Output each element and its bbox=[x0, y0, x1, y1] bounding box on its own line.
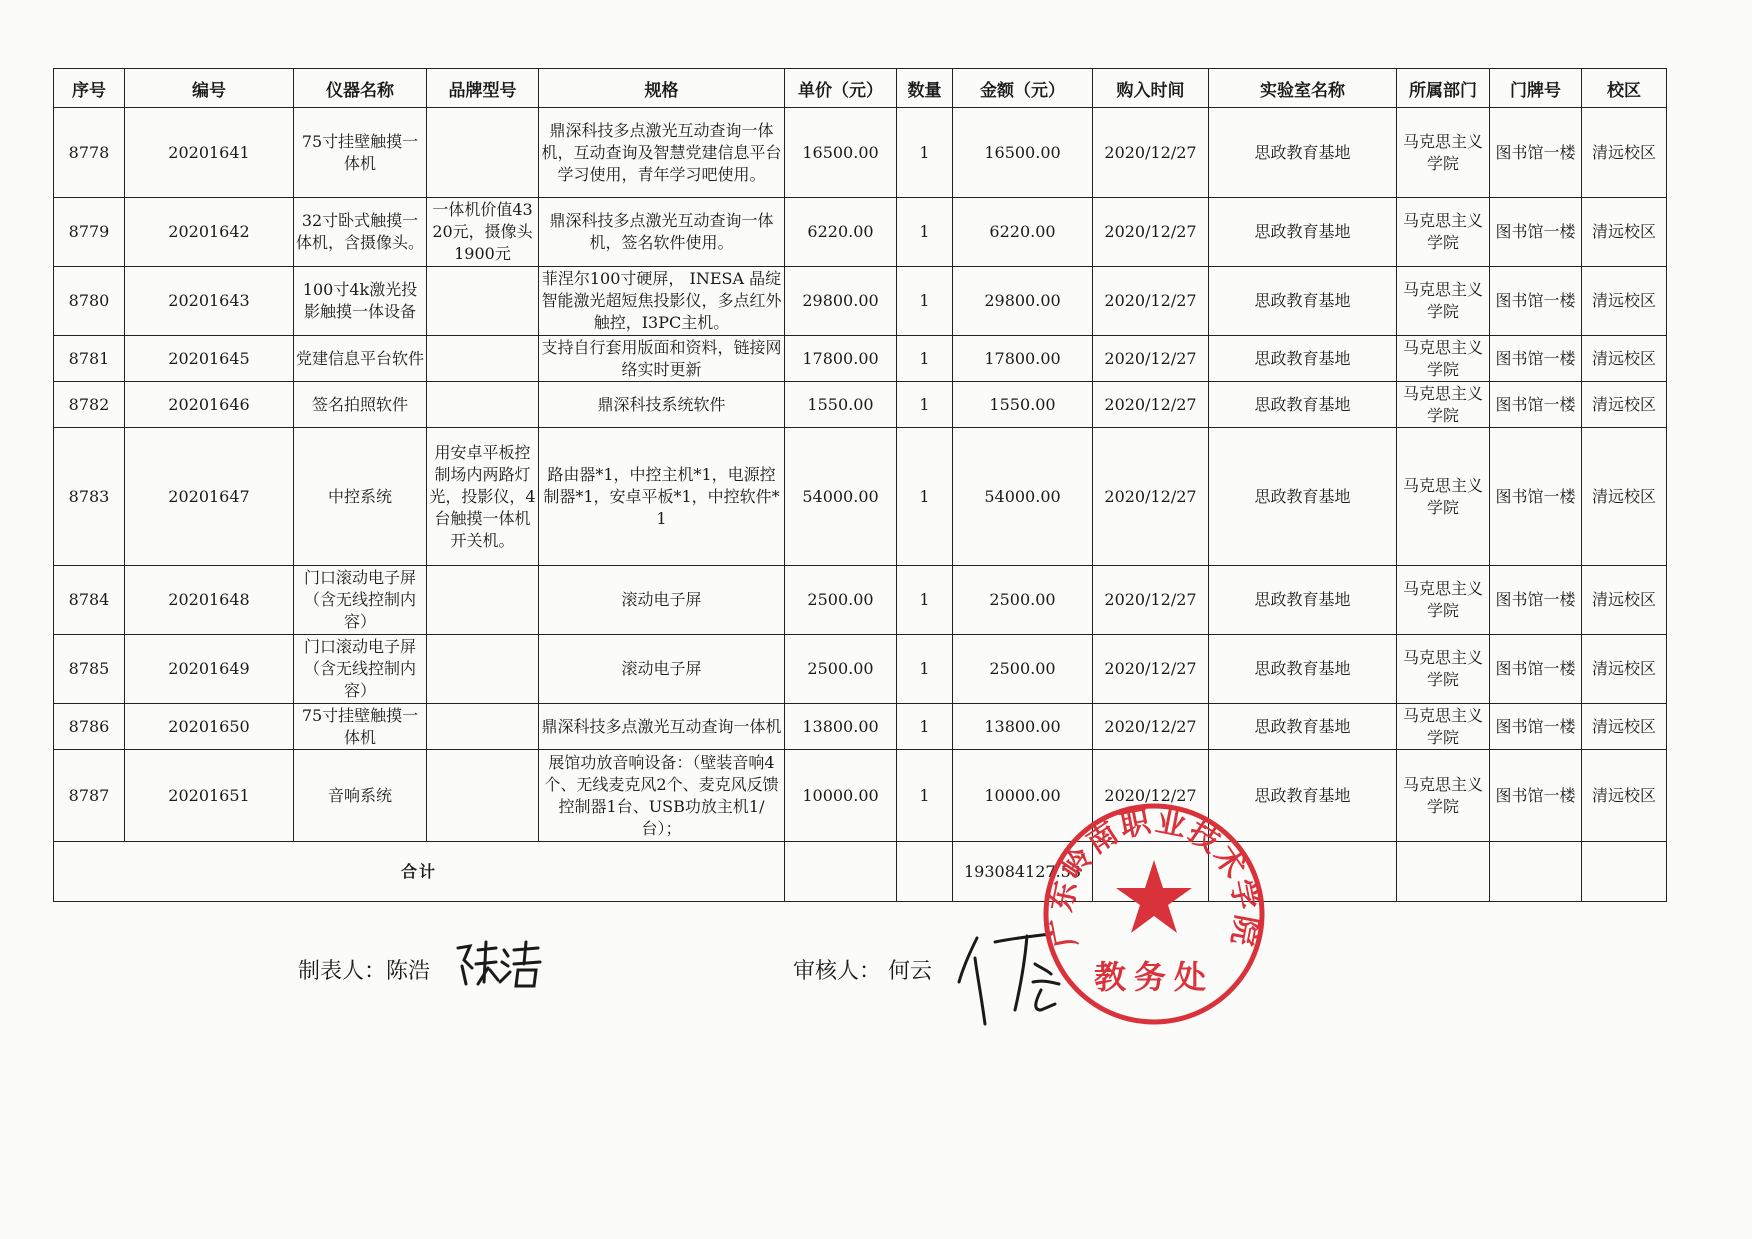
cell-campus: 清远校区 bbox=[1582, 336, 1667, 382]
cell-amount: 1550.00 bbox=[953, 382, 1093, 428]
cell-campus: 清远校区 bbox=[1582, 635, 1667, 704]
cell-name: 32寸卧式触摸一体机，含摄像头。 bbox=[294, 198, 427, 267]
cell-room: 图书馆一楼 bbox=[1490, 635, 1582, 704]
col-header-code: 编号 bbox=[125, 69, 294, 108]
table-header-row bbox=[54, 69, 1667, 108]
table-row bbox=[54, 750, 1667, 842]
cell-amount: 29800.00 bbox=[953, 267, 1093, 336]
cell-amount: 6220.00 bbox=[953, 198, 1093, 267]
cell-room: 图书馆一楼 bbox=[1490, 108, 1582, 198]
cell-seq: 8781 bbox=[54, 336, 125, 382]
table-row bbox=[54, 382, 1667, 428]
cell-qty: 1 bbox=[897, 108, 953, 198]
cell-price: 29800.00 bbox=[785, 267, 897, 336]
cell-spec: 支持自行套用版面和资料，链接网络实时更新 bbox=[539, 336, 785, 382]
col-header-qty: 数量 bbox=[897, 69, 953, 108]
cell-spec: 路由器*1，中控主机*1，电源控制器*1，安卓平板*1，中控软件*1 bbox=[539, 428, 785, 566]
cell-dept: 马克思主义学院 bbox=[1397, 428, 1490, 566]
cell-brand: 用安卓平板控制场内两路灯光，投影仪，4台触摸一体机开关机。 bbox=[427, 428, 539, 566]
cell-date: 2020/12/27 bbox=[1093, 750, 1209, 842]
cell-campus: 清远校区 bbox=[1582, 198, 1667, 267]
cell-lab: 思政教育基地 bbox=[1209, 336, 1397, 382]
cell-code: 20201646 bbox=[125, 382, 294, 428]
cell-campus: 清远校区 bbox=[1582, 267, 1667, 336]
cell-room: 图书馆一楼 bbox=[1490, 267, 1582, 336]
cell-price: 13800.00 bbox=[785, 704, 897, 750]
cell-campus: 清远校区 bbox=[1582, 108, 1667, 198]
cell-price: 54000.00 bbox=[785, 428, 897, 566]
cell-spec: 菲涅尔100寸硬屏， INESA 晶绽智能激光超短焦投影仪，多点红外触控，I3PC主机。 bbox=[539, 267, 785, 336]
cell-lab: 思政教育基地 bbox=[1209, 198, 1397, 267]
cell-dept: 马克思主义学院 bbox=[1397, 635, 1490, 704]
cell-qty: 1 bbox=[897, 704, 953, 750]
cell-qty: 1 bbox=[897, 750, 953, 842]
preparer-signature bbox=[452, 938, 544, 990]
total-empty-cell bbox=[1490, 842, 1582, 902]
col-header-amount: 金额（元） bbox=[953, 69, 1093, 108]
table-row bbox=[54, 198, 1667, 267]
cell-spec: 鼎深科技系统软件 bbox=[539, 382, 785, 428]
table-row bbox=[54, 566, 1667, 635]
cell-lab: 思政教育基地 bbox=[1209, 108, 1397, 198]
cell-spec: 鼎深科技多点激光互动查询一体机，互动查询及智慧党建信息平台学习使用，青年学习吧使用。 bbox=[539, 108, 785, 198]
cell-room: 图书馆一楼 bbox=[1490, 382, 1582, 428]
total-empty-cell bbox=[1582, 842, 1667, 902]
cell-seq: 8782 bbox=[54, 382, 125, 428]
col-header-brand: 品牌型号 bbox=[427, 69, 539, 108]
cell-brand bbox=[427, 566, 539, 635]
table-row bbox=[54, 336, 1667, 382]
cell-qty: 1 bbox=[897, 382, 953, 428]
cell-campus: 清远校区 bbox=[1582, 382, 1667, 428]
cell-lab: 思政教育基地 bbox=[1209, 635, 1397, 704]
cell-qty: 1 bbox=[897, 267, 953, 336]
cell-name: 门口滚动电子屏（含无线控制内容） bbox=[294, 566, 427, 635]
cell-room: 图书馆一楼 bbox=[1490, 704, 1582, 750]
col-header-spec: 规格 bbox=[539, 69, 785, 108]
cell-price: 6220.00 bbox=[785, 198, 897, 267]
cell-room: 图书馆一楼 bbox=[1490, 428, 1582, 566]
cell-code: 20201642 bbox=[125, 198, 294, 267]
total-empty-cell bbox=[897, 842, 953, 902]
cell-seq: 8785 bbox=[54, 635, 125, 704]
cell-dept: 马克思主义学院 bbox=[1397, 108, 1490, 198]
cell-name: 中控系统 bbox=[294, 428, 427, 566]
total-row bbox=[54, 842, 1667, 902]
cell-qty: 1 bbox=[897, 198, 953, 267]
cell-seq: 8784 bbox=[54, 566, 125, 635]
seal-org-text: 广东岭南职业技术学院 bbox=[1043, 803, 1265, 951]
cell-price: 16500.00 bbox=[785, 108, 897, 198]
cell-brand bbox=[427, 635, 539, 704]
cell-qty: 1 bbox=[897, 635, 953, 704]
col-header-name: 仪器名称 bbox=[294, 69, 427, 108]
cell-spec: 展馆功放音响设备：（壁装音响4个、无线麦克风2个、麦克风反馈控制器1台、USB功放主机1/台）； bbox=[539, 750, 785, 842]
cell-room: 图书馆一楼 bbox=[1490, 566, 1582, 635]
cell-lab: 思政教育基地 bbox=[1209, 566, 1397, 635]
cell-date: 2020/12/27 bbox=[1093, 108, 1209, 198]
table-row bbox=[54, 267, 1667, 336]
cell-campus: 清远校区 bbox=[1582, 566, 1667, 635]
table-row bbox=[54, 108, 1667, 198]
table-row bbox=[54, 635, 1667, 704]
col-header-campus: 校区 bbox=[1582, 69, 1667, 108]
table-row bbox=[54, 428, 1667, 566]
cell-qty: 1 bbox=[897, 428, 953, 566]
cell-campus: 清远校区 bbox=[1582, 428, 1667, 566]
cell-dept: 马克思主义学院 bbox=[1397, 382, 1490, 428]
cell-campus: 清远校区 bbox=[1582, 750, 1667, 842]
cell-dept: 马克思主义学院 bbox=[1397, 267, 1490, 336]
cell-spec: 滚动电子屏 bbox=[539, 566, 785, 635]
cell-room: 图书馆一楼 bbox=[1490, 198, 1582, 267]
seal-dept-text: 教务处 bbox=[1093, 958, 1215, 996]
cell-name: 门口滚动电子屏（含无线控制内容） bbox=[294, 635, 427, 704]
cell-lab: 思政教育基地 bbox=[1209, 382, 1397, 428]
cell-price: 2500.00 bbox=[785, 635, 897, 704]
preparer-label: 制表人：陈浩 bbox=[298, 959, 431, 984]
cell-brand bbox=[427, 108, 539, 198]
total-empty-cell bbox=[1397, 842, 1490, 902]
cell-code: 20201650 bbox=[125, 704, 294, 750]
cell-code: 20201647 bbox=[125, 428, 294, 566]
cell-amount: 10000.00 bbox=[953, 750, 1093, 842]
cell-brand bbox=[427, 336, 539, 382]
col-header-seq: 序号 bbox=[54, 69, 125, 108]
cell-spec: 滚动电子屏 bbox=[539, 635, 785, 704]
total-label: 合计 bbox=[54, 842, 785, 902]
cell-dept: 马克思主义学院 bbox=[1397, 704, 1490, 750]
cell-name: 100寸4k激光投影触摸一体设备 bbox=[294, 267, 427, 336]
cell-spec: 鼎深科技多点激光互动查询一体机，签名软件使用。 bbox=[539, 198, 785, 267]
cell-campus: 清远校区 bbox=[1582, 704, 1667, 750]
cell-name: 音响系统 bbox=[294, 750, 427, 842]
cell-price: 17800.00 bbox=[785, 336, 897, 382]
cell-spec: 鼎深科技多点激光互动查询一体机 bbox=[539, 704, 785, 750]
cell-brand bbox=[427, 704, 539, 750]
cell-lab: 思政教育基地 bbox=[1209, 267, 1397, 336]
cell-dept: 马克思主义学院 bbox=[1397, 198, 1490, 267]
col-header-price: 单价（元） bbox=[785, 69, 897, 108]
cell-date: 2020/12/27 bbox=[1093, 198, 1209, 267]
cell-date: 2020/12/27 bbox=[1093, 267, 1209, 336]
cell-lab: 思政教育基地 bbox=[1209, 428, 1397, 566]
total-empty-cell bbox=[785, 842, 897, 902]
cell-date: 2020/12/27 bbox=[1093, 704, 1209, 750]
equipment-table bbox=[53, 68, 1667, 902]
cell-dept: 马克思主义学院 bbox=[1397, 750, 1490, 842]
cell-amount: 13800.00 bbox=[953, 704, 1093, 750]
col-header-dept: 所属部门 bbox=[1397, 69, 1490, 108]
cell-date: 2020/12/27 bbox=[1093, 382, 1209, 428]
cell-code: 20201645 bbox=[125, 336, 294, 382]
cell-seq: 8779 bbox=[54, 198, 125, 267]
cell-brand bbox=[427, 267, 539, 336]
cell-name: 75寸挂壁触摸一体机 bbox=[294, 108, 427, 198]
cell-name: 75寸挂壁触摸一体机 bbox=[294, 704, 427, 750]
col-header-room: 门牌号 bbox=[1490, 69, 1582, 108]
cell-qty: 1 bbox=[897, 336, 953, 382]
table-row bbox=[54, 704, 1667, 750]
cell-qty: 1 bbox=[897, 566, 953, 635]
official-seal bbox=[1040, 800, 1268, 1028]
cell-amount: 54000.00 bbox=[953, 428, 1093, 566]
cell-code: 20201643 bbox=[125, 267, 294, 336]
col-header-lab: 实验室名称 bbox=[1209, 69, 1397, 108]
cell-date: 2020/12/27 bbox=[1093, 428, 1209, 566]
cell-amount: 17800.00 bbox=[953, 336, 1093, 382]
cell-lab: 思政教育基地 bbox=[1209, 704, 1397, 750]
cell-seq: 8780 bbox=[54, 267, 125, 336]
cell-price: 1550.00 bbox=[785, 382, 897, 428]
cell-amount: 2500.00 bbox=[953, 566, 1093, 635]
cell-date: 2020/12/27 bbox=[1093, 635, 1209, 704]
cell-code: 20201649 bbox=[125, 635, 294, 704]
cell-room: 图书馆一楼 bbox=[1490, 336, 1582, 382]
cell-room: 图书馆一楼 bbox=[1490, 750, 1582, 842]
col-header-date: 购入时间 bbox=[1093, 69, 1209, 108]
cell-amount: 16500.00 bbox=[953, 108, 1093, 198]
cell-seq: 8783 bbox=[54, 428, 125, 566]
cell-seq: 8786 bbox=[54, 704, 125, 750]
cell-amount: 2500.00 bbox=[953, 635, 1093, 704]
cell-code: 20201641 bbox=[125, 108, 294, 198]
cell-seq: 8787 bbox=[54, 750, 125, 842]
cell-code: 20201651 bbox=[125, 750, 294, 842]
cell-date: 2020/12/27 bbox=[1093, 566, 1209, 635]
cell-dept: 马克思主义学院 bbox=[1397, 336, 1490, 382]
cell-brand bbox=[427, 382, 539, 428]
cell-brand bbox=[427, 750, 539, 842]
cell-dept: 马克思主义学院 bbox=[1397, 566, 1490, 635]
cell-price: 10000.00 bbox=[785, 750, 897, 842]
cell-seq: 8778 bbox=[54, 108, 125, 198]
cell-code: 20201648 bbox=[125, 566, 294, 635]
total-amount: 193084127.53 bbox=[953, 842, 1093, 902]
cell-name: 党建信息平台软件 bbox=[294, 336, 427, 382]
cell-lab: 思政教育基地 bbox=[1209, 750, 1397, 842]
cell-brand: 一体机价值4320元，摄像头1900元 bbox=[427, 198, 539, 267]
cell-name: 签名拍照软件 bbox=[294, 382, 427, 428]
cell-price: 2500.00 bbox=[785, 566, 897, 635]
reviewer-label: 审核人： 何云 bbox=[793, 959, 932, 984]
cell-date: 2020/12/27 bbox=[1093, 336, 1209, 382]
